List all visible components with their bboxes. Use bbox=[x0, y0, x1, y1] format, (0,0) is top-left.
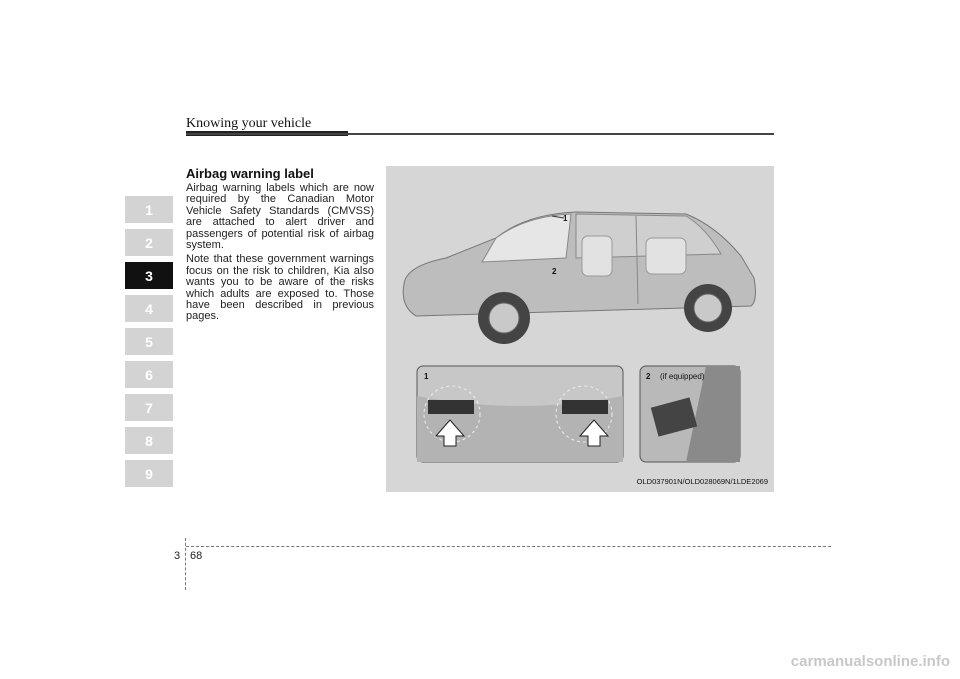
paragraph-2: Note that these government warnings focus on the risk to children, Kia also wants you to be aware of the risks which adults are exposed to. Those have been described in previous pages. bbox=[186, 253, 374, 323]
header-rule bbox=[186, 133, 774, 135]
if-equipped-note: (if equipped) bbox=[660, 372, 705, 381]
header-title: Knowing your vehicle bbox=[186, 116, 312, 131]
car-illustration bbox=[386, 166, 774, 492]
chapter-tab-7[interactable]: 7 bbox=[125, 394, 173, 421]
figure-caption: OLD037901N/OLD028069N/1LDE2069 bbox=[636, 477, 768, 486]
callout-1: 1 bbox=[563, 214, 568, 223]
body-text bbox=[186, 183, 374, 326]
chapter-tab-8[interactable]: 8 bbox=[125, 427, 173, 454]
chapter-tab-4[interactable]: 4 bbox=[125, 295, 173, 322]
chapter-tab-5[interactable]: 5 bbox=[125, 328, 173, 355]
footer-page-number: 68 bbox=[190, 550, 203, 562]
footer-rule bbox=[186, 546, 831, 547]
chapter-tab-3[interactable]: 3 bbox=[125, 262, 173, 289]
footer-divider bbox=[185, 538, 186, 590]
footer-chapter-number: 3 bbox=[174, 550, 181, 562]
chapter-tab-9[interactable]: 9 bbox=[125, 460, 173, 487]
chapter-tabs bbox=[125, 196, 173, 493]
inset-2-label: 2 bbox=[646, 372, 651, 381]
inset-1-label: 1 bbox=[424, 372, 429, 381]
chapter-tab-1[interactable]: 1 bbox=[125, 196, 173, 223]
visor-label-right bbox=[562, 400, 608, 414]
airbag-label-figure bbox=[386, 166, 774, 492]
chapter-tab-2[interactable]: 2 bbox=[125, 229, 173, 256]
section-title: Airbag warning label bbox=[186, 166, 314, 181]
watermark: carmanualsonline.info bbox=[790, 653, 950, 670]
visor-label-left bbox=[428, 400, 474, 414]
callout-2: 2 bbox=[552, 267, 557, 276]
chapter-tab-6[interactable]: 6 bbox=[125, 361, 173, 388]
paragraph-1: Airbag warning labels which are now required by the Canadian Motor Vehicle Safety Standards (CMVSS) are attached to alert driver and passengers of potential risk of airbag system. bbox=[186, 182, 374, 252]
